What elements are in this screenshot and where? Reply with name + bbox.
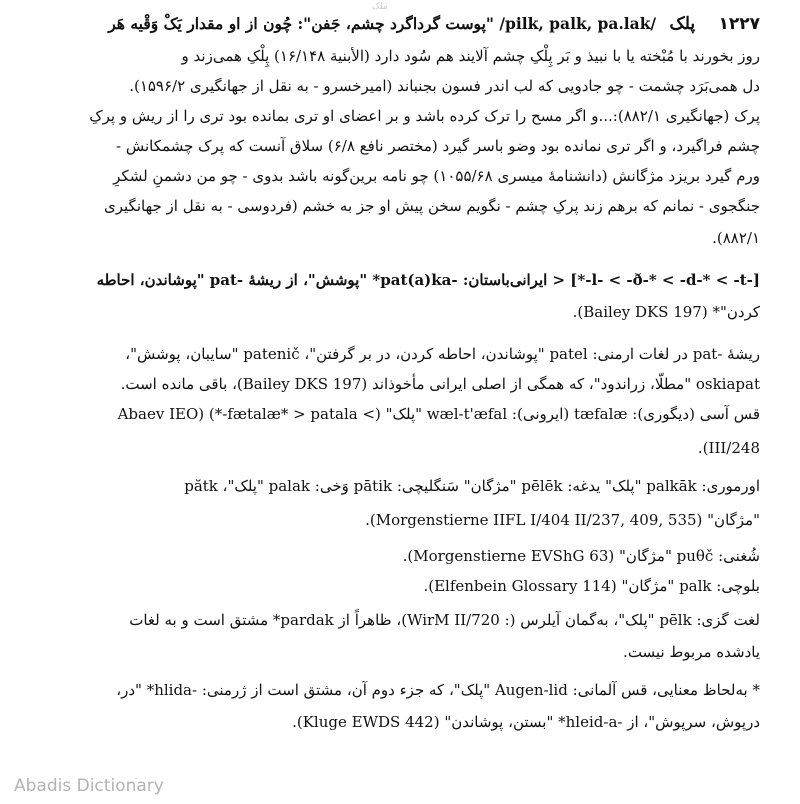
headword: پلک	[669, 14, 696, 34]
armenian-line: oskiapat "مطلّا، زراندود"، که همگی از اصلی ایرانی مأخوذاند (Bailey DKS 197)، باقی مانده است.	[120, 375, 760, 393]
perk-line: پرک (جهانگیری ۸۸۲/۱):...و اگر مسح را ترک کرده باشد و بر اعضای او تری بمانده بود تری را از ریش و پرکِ	[89, 107, 760, 125]
perk-line: ورم گیرد بریزد مژگانش (دانشنامهٔ میسری ۱۰۵۵/۶۸) چو نامه برین‌گونه باشد بدوی - چو من دشمنِ لشکرِ	[113, 167, 760, 185]
entry-head-line	[40, 12, 760, 36]
armenian-line: قس آسی (دیگوری): tæfalæ (ایرونی): wæl-t'æfal "پلک" (> fætalæ* > patala-*) (Abaev IEO	[117, 405, 760, 423]
entry-line: روز بخورند با مُبْخته یا با نبیذ و بَر پِلْکِ چشم آلایند هم سُود دارد (الأبنیة ۱۶/۱۴۸) پِلْکِ همی‌زند و	[181, 47, 760, 65]
page-number: ۱۲۲۷	[718, 14, 760, 34]
site-watermark: Abadis Dictionary	[14, 776, 164, 796]
footnote-line: * به‌لحاظ معنایی، قس آلمانی: Augen-lid "پلک"، که جزء دوم آن، مشتق است از ژرمنی: -hlida* "در،	[116, 681, 760, 699]
etymology-line: [-l- < -ð-* < -d-* < -t-*] < ایرانی‌باستان: -pat(a)ka* "پوشش"، از ریشهٔ -pat "پوشاندن، احاطه	[96, 271, 760, 289]
perk-line: جنگجوی - نمانم که برهم زند پرکِ چشم - نگویم سخن پیش او جز به خشم (فردوسی - به نقل از جهانگیری	[104, 197, 760, 215]
entry-line: "پوست گرداگرد چشم، جَفن": چُون از او مقدار یَکْ وَقْیه هَر	[108, 14, 494, 33]
ormuri-line: اورموری: palkāk "پلک" یدغه: pēlēk "مژگان" سَنگلیچی: pātik وَخی: palak "پلک"، pătk	[184, 477, 760, 495]
gazi-line: یادشده مربوط نیست.	[623, 643, 760, 661]
perk-line: ۸۸۲/۱).	[712, 229, 760, 247]
footnote-line: درپوش، سرپوش"، از -hleid-a* "بستن، پوشاندن" (Kluge EWDS 442).	[292, 713, 760, 731]
baluchi-line: بلوچی: palk "مژگان" (Elfenbein Glossary 114).	[423, 577, 760, 595]
pronunciation: /pilk, palk, pa.lak/	[499, 14, 657, 33]
top-watermark: ملک	[372, 2, 388, 12]
armenian-line: ریشهٔ -pat در لغات ارمنی: patel "پوشاندن، احاطه کردن، در بر گرفتن"، patenič "سایبان، پوشش"،	[125, 345, 760, 363]
etymology-line: کردن"* (Bailey DKS 197).	[572, 303, 760, 321]
shughni-line: شُغنی: puθč "مژگان" (Morgenstierne EVShG 63).	[402, 547, 760, 565]
armenian-line: III/248).	[697, 439, 760, 457]
perk-line: چشم فراگیرد، و اگر تری نمانده بود وضو باسر گیرد (مختصر نافع ۶/۸) سلاق آنست که پرک چشمکانش -	[116, 137, 760, 155]
ormuri-line: "مژگان" (Morgenstierne IIFL I/404 II/237, 409, 535).	[365, 511, 760, 529]
entry-line: دل همی‌بَرَد چشمت - چو جادویی که لب اندر فسون بجنباند (امیرخسرو - به نقل از جهانگیری ۱۵۹۶/۲).	[129, 77, 760, 95]
gazi-line: لغت گزی: pēlk "پلک"، به‌گمان آیلرس (: WirM II/720)، ظاهراً از pardak* مشتق است و به لغات	[129, 611, 760, 629]
